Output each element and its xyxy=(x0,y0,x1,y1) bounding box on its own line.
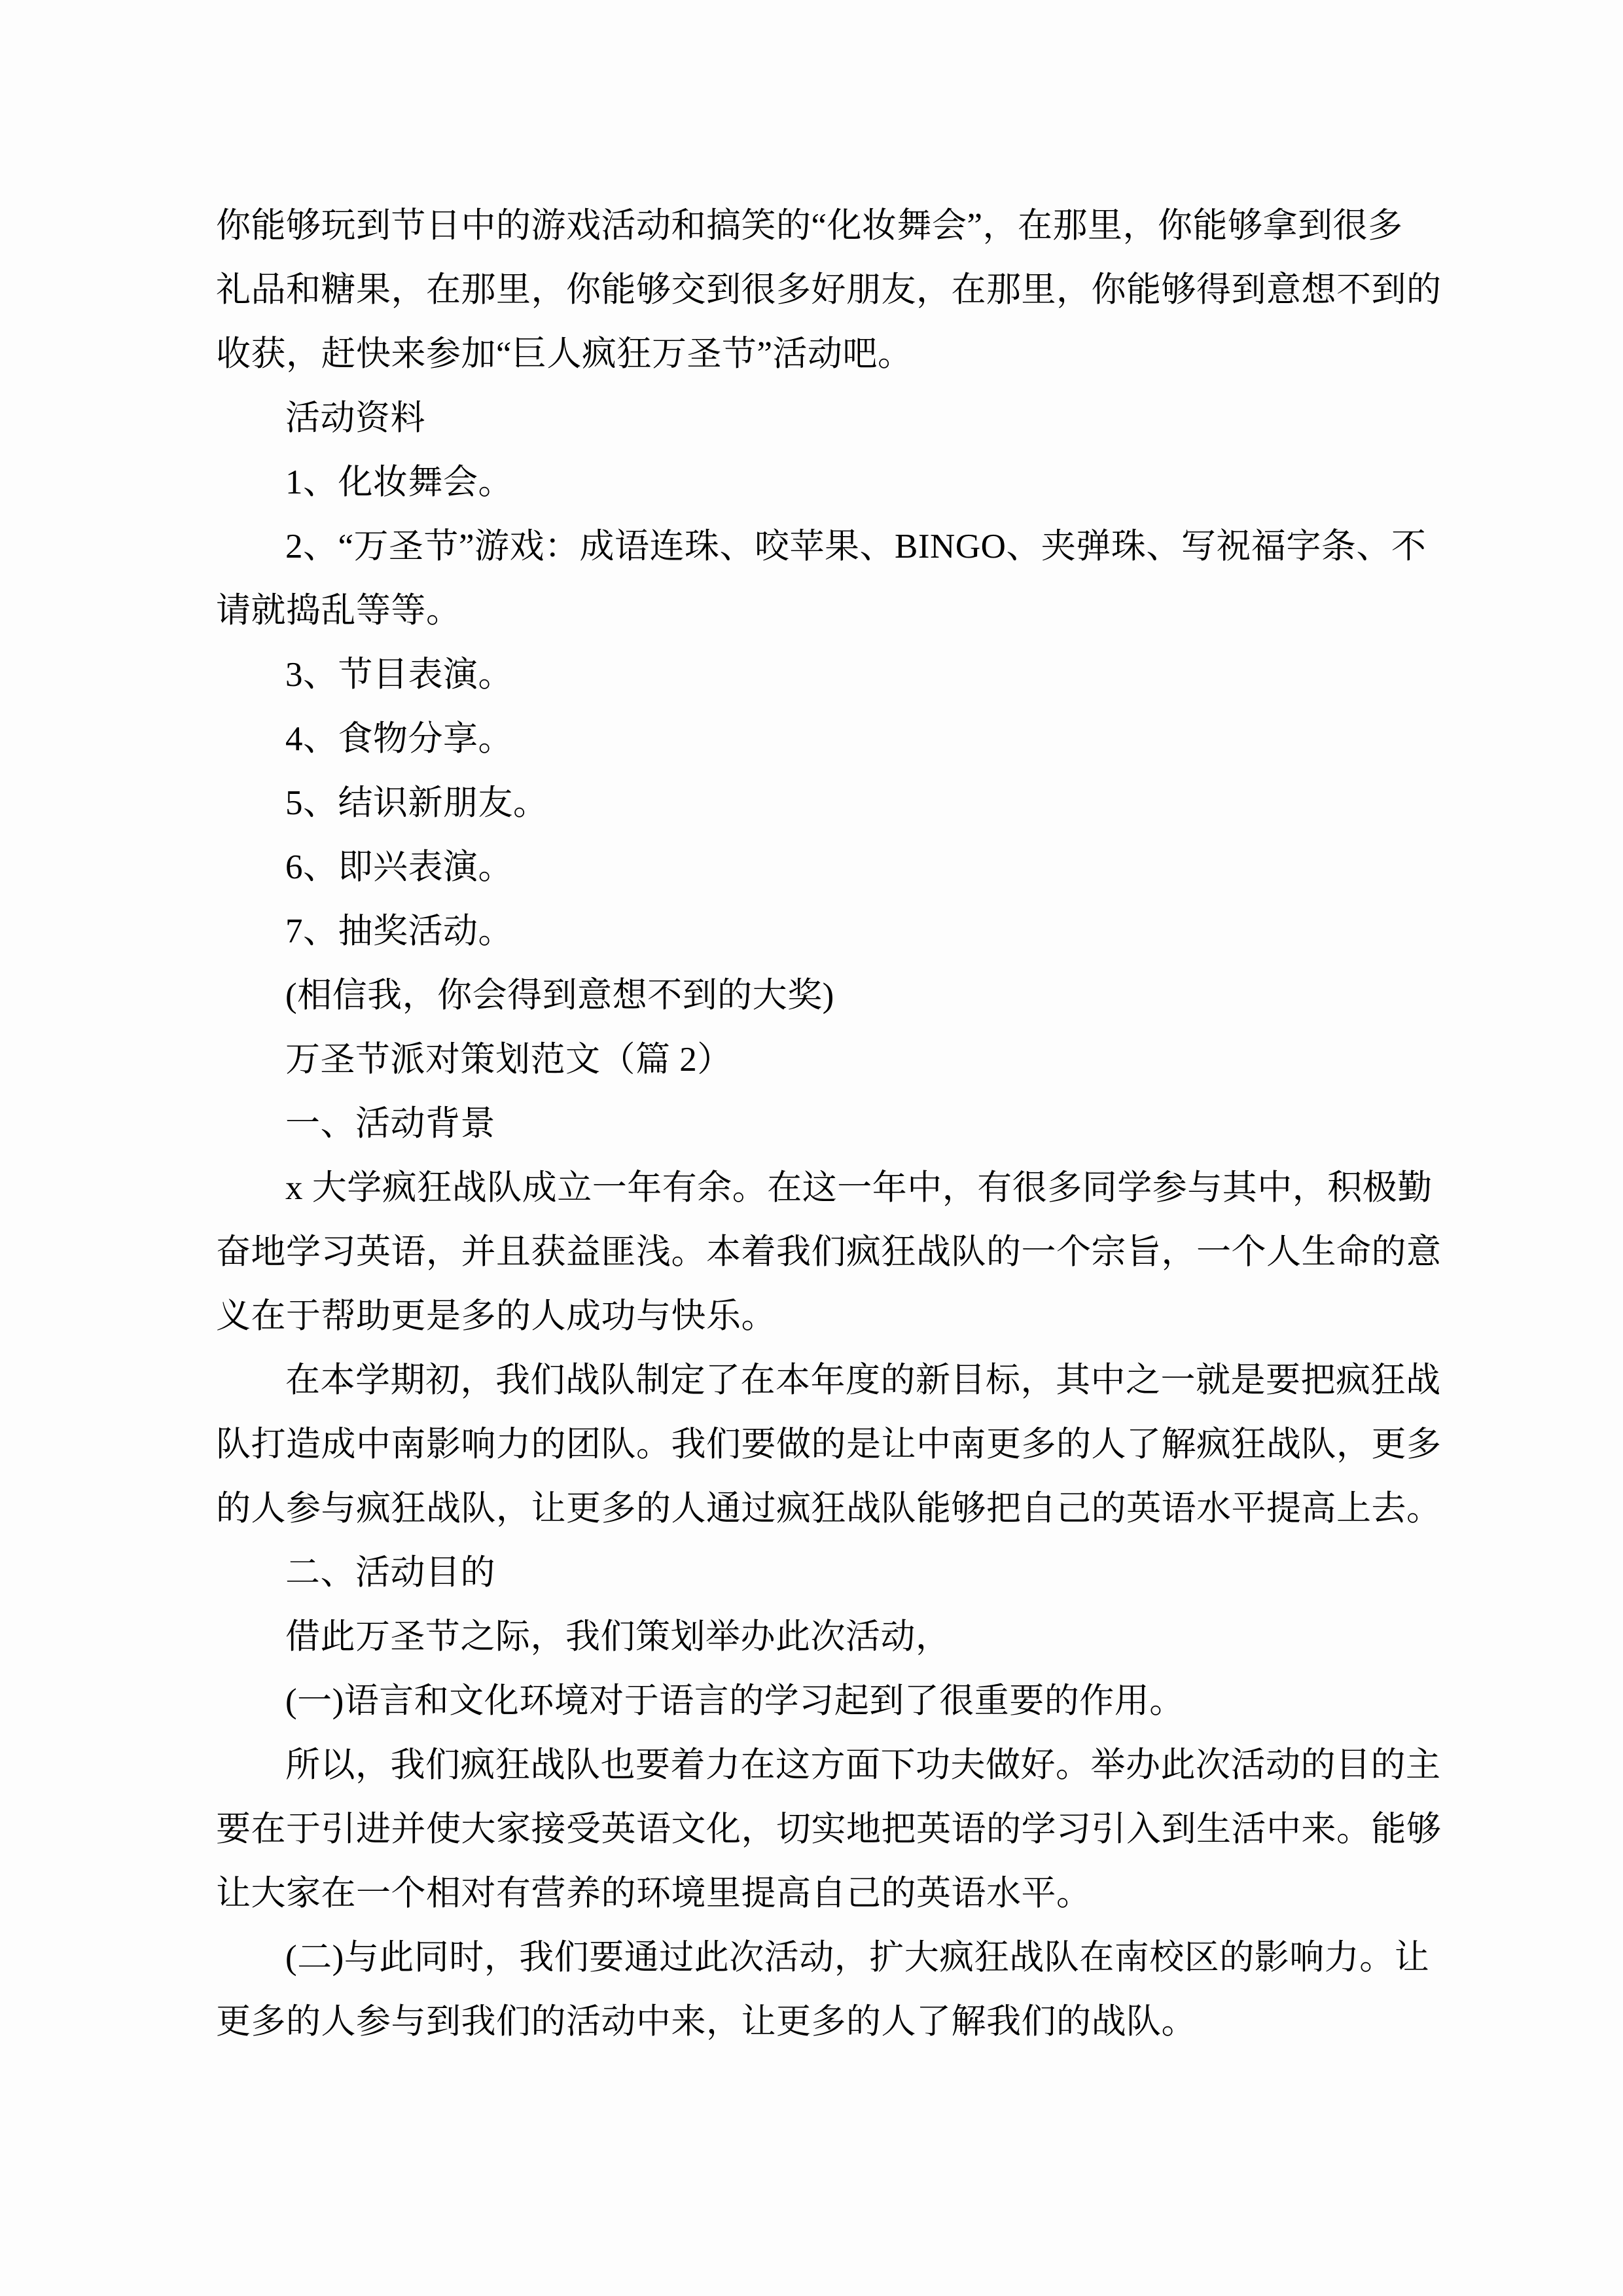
text-line: 要在于引进并使大家接受英语文化，切实地把英语的学习引入到生活中来。能够 xyxy=(216,1810,1442,1848)
text-line: 更多的人参与到我们的活动中来，让更多的人了解我们的战队。 xyxy=(216,2003,1196,2041)
text-line: 义在于帮助更是多的人成功与快乐。 xyxy=(216,1297,776,1335)
list-item: 1、化妆舞会。 xyxy=(285,463,513,501)
document-body xyxy=(216,194,1442,2054)
text-line: 借此万圣节之际，我们策划举办此次活动， xyxy=(285,1618,951,1656)
list-item: 4、食物分享。 xyxy=(285,720,513,758)
text-line: 你能够玩到节日中的游戏活动和搞笑的“化妆舞会”，在那里，你能够拿到很多 xyxy=(216,207,1403,245)
text-line: 在本学期初，我们战队制定了在本年度的新目标，其中之一就是要把疯狂战 xyxy=(285,1361,1441,1399)
list-item: 2、“万圣节”游戏：成语连珠、咬苹果、BINGO、夹弹珠、写祝福字条、不 xyxy=(285,528,1427,565)
text-line: 收获，赶快来参加“巨人疯狂万圣节”活动吧。 xyxy=(216,335,913,373)
text-line: (二)与此同时，我们要通过此次活动，扩大疯狂战队在南校区的影响力。让 xyxy=(285,1939,1430,1977)
text-line: x 大学疯狂战队成立一年有余。在这一年中，有很多同学参与其中，积极勤 xyxy=(285,1169,1433,1207)
text-line: 请就捣乱等等。 xyxy=(216,592,461,630)
text-line: (相信我，你会得到意想不到的大奖) xyxy=(285,977,834,1014)
text-line: 让大家在一个相对有营养的环境里提高自己的英语水平。 xyxy=(216,1874,1092,1912)
list-item: 5、结识新朋友。 xyxy=(285,784,548,822)
text-line: (一)语言和文化环境对于语言的学习起到了很重要的作用。 xyxy=(285,1682,1185,1720)
list-item: 6、即兴表演。 xyxy=(285,848,513,886)
section-heading: 二、活动目的 xyxy=(285,1554,495,1592)
text-line: 礼品和糖果，在那里，你能够交到很多好朋友，在那里，你能够得到意想不到的 xyxy=(216,271,1442,309)
text-line: 的人参与疯狂战队，让更多的人通过疯狂战队能够把自己的英语水平提高上去。 xyxy=(216,1490,1442,1528)
section-heading: 活动资料 xyxy=(285,399,425,437)
text-line: 所以，我们疯狂战队也要着力在这方面下功夫做好。举办此次活动的目的主 xyxy=(285,1746,1441,1784)
text-line: 奋地学习英语，并且获益匪浅。本着我们疯狂战队的一个宗旨，一个人生命的意 xyxy=(216,1233,1442,1271)
section-title: 万圣节派对策划范文（篇 2） xyxy=(285,1041,732,1079)
text-line: 队打造成中南影响力的团队。我们要做的是让中南更多的人了解疯狂战队，更多 xyxy=(216,1426,1442,1463)
list-item: 7、抽奖活动。 xyxy=(285,912,513,950)
list-item: 3、节目表演。 xyxy=(285,656,513,694)
section-heading: 一、活动背景 xyxy=(285,1105,495,1143)
